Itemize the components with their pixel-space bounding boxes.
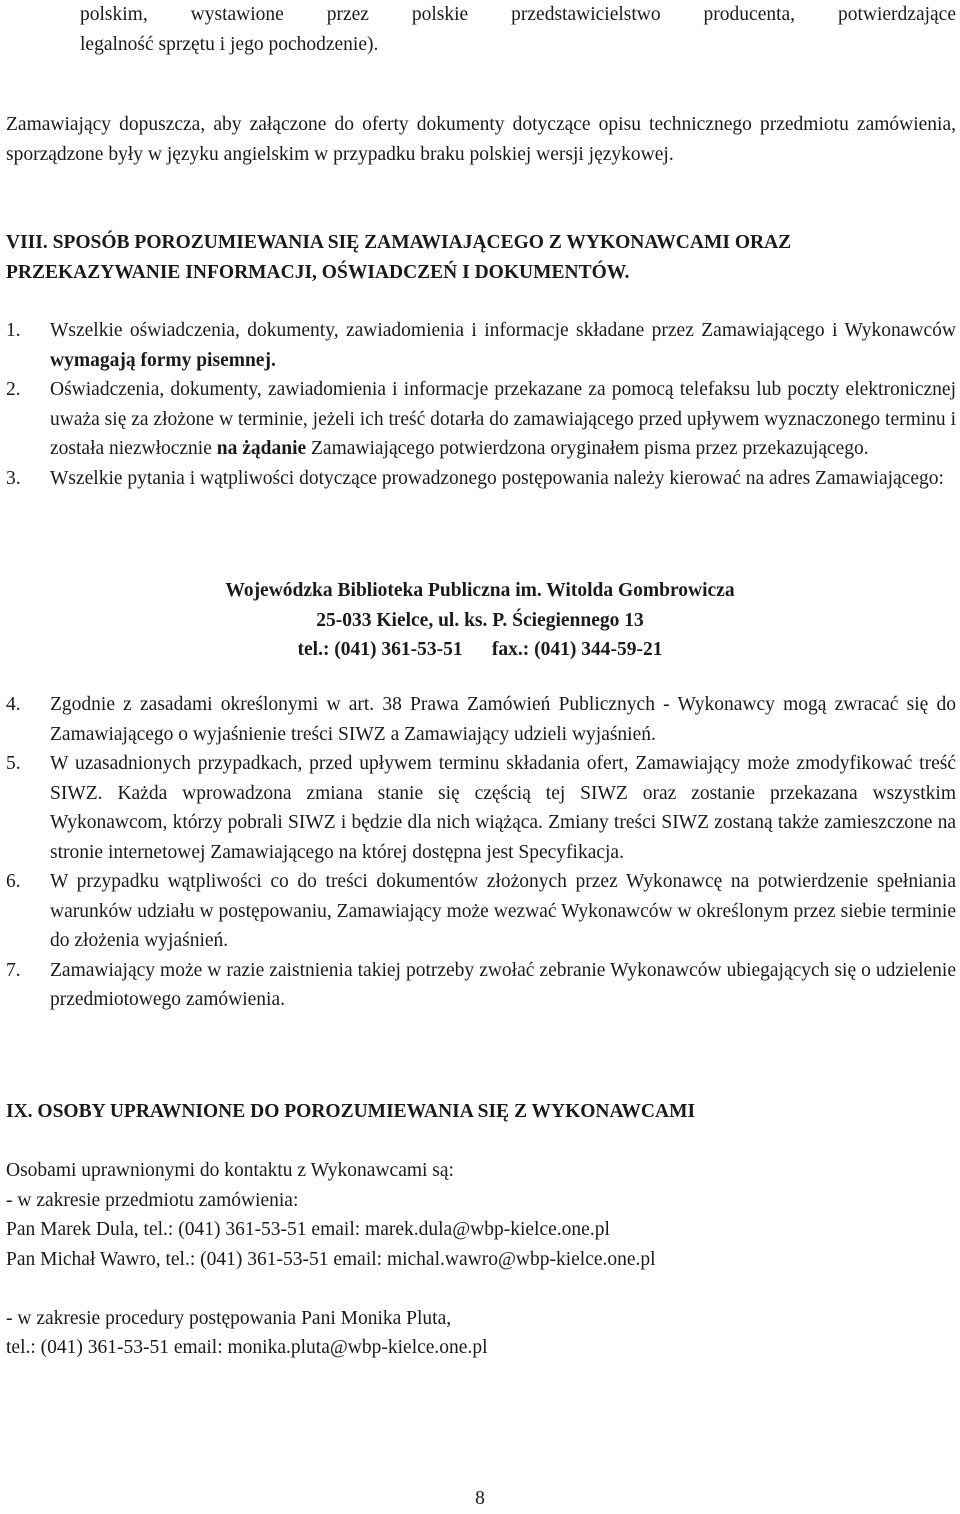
intro-continuation [6, 0, 956, 59]
item-text: Wszelkie oświadczenia, dokumenty, zawiadomienia i informacje składane przez Zamawiającego i Wykonawców [50, 320, 956, 341]
item-number: 6. [6, 871, 21, 892]
address-street: 25-033 Kielce, ul. ks. P. Ściegiennego 13 [316, 609, 644, 631]
scope-subject: - w zakresie przedmiotu zamówienia: [6, 1189, 299, 1211]
item-text: Zamawiającego potwierdzona oryginałem pisma przez przekazującego. [306, 438, 869, 459]
section-8-list-b [6, 690, 956, 1015]
item-text: Wszelkie pytania i wątpliwości dotyczące prowadzonego postępowania należy kierować na adres Zamawiającego: [50, 467, 944, 489]
item-number: 7. [6, 959, 21, 981]
address-phones: tel.: (041) 361-53-51 fax.: (041) 344-59-21 [297, 639, 663, 660]
item-number: 1. [6, 320, 21, 341]
language-paragraph: Zamawiający dopuszcza, aby załączone do oferty dokumenty dotyczące opisu technicznego przedmiotu zamówienia, sporządzone były w języku angielskim w przypadku braku polskiej wersji językowej. [6, 114, 956, 165]
page-number: 8 [475, 1488, 485, 1509]
list-item [6, 956, 956, 1015]
item-number: 4. [6, 694, 21, 715]
item-number: 3. [6, 467, 21, 489]
list-item [6, 867, 956, 956]
scope-procedure: - w zakresie procedury postępowania Pani Monika Pluta, [6, 1307, 452, 1329]
contacts-intro: Osobami uprawnionymi do kontaktu z Wykonawcami są: [6, 1160, 454, 1181]
item-text: W przypadku wątpliwości co do treści dokumentów złożonych przez Wykonawcę na potwierdzenie spełniania warunków udziału w postępowaniu, Zamawiający może wezwać Wykonawców w określonym przez siebie terminie do złożenia wyjaśnień. [50, 871, 956, 951]
section-8-heading: VIII. SPOSÓB POROZUMIEWANIA SIĘ ZAMAWIAJĄCEGO Z WYKONAWCAMI ORAZ PRZEKAZYWANIE INFORMACJI, OŚWIADCZEŃ I DOKUMENTÓW. [6, 232, 792, 283]
item-text: W uzasadnionych przypadkach, przed upływem terminu składania ofert, Zamawiający może zmodyfikować treść SIWZ. Każda wprowadzona zmiana stanie się częścią tej SIWZ oraz zostanie przekazana wszystkim Wykonawcom, którzy pobrali SIWZ i będzie dla nich wiążąca. Zmiany treści SIWZ zostaną także zamieszczone na stronie internetowej Zamawiającego na której dostępna jest Specyfikacja. [50, 753, 956, 863]
address-name: Wojewódzka Biblioteka Publiczna im. Witolda Gombrowicza [225, 580, 735, 601]
item-number: 5. [6, 753, 21, 774]
authorized-persons [6, 1156, 956, 1363]
contracting-authority-address [0, 576, 960, 665]
contact-person-3: tel.: (041) 361-53-51 email: monika.pluta@wbp-kielce.one.pl [6, 1337, 488, 1358]
section-8-list-a [6, 316, 956, 493]
contact-person-1: Pan Marek Dula, tel.: (041) 361-53-51 email: marek.dula@wbp-kielce.one.pl [6, 1219, 610, 1240]
item-bold-text: wymagają formy pisemnej. [50, 349, 276, 371]
intro-line-1: polskim, wystawione przez polskie przedstawicielstwo producenta, potwierdzające [80, 4, 956, 25]
intro-line-2: legalność sprzętu i jego pochodzenie). [80, 33, 379, 55]
item-number: 2. [6, 379, 21, 400]
spacer [6, 1274, 956, 1304]
list-item [6, 316, 956, 375]
list-item [6, 690, 956, 749]
item-text: Oświadczenia, dokumenty, zawiadomienia i informacje przekazane za pomocą telefaksu lub poczty elektronicznej uważa się za złożone w terminie, jeżeli ich treść dotarła do zamawiającego przed upływem wyznaczonego terminu i została niezwłocznie [50, 379, 956, 459]
section-9-heading: IX. OSOBY UPRAWNIONE DO POROZUMIEWANIA SIĘ Z WYKONAWCAMI [6, 1101, 696, 1122]
list-item [6, 375, 956, 464]
list-item [6, 749, 956, 867]
item-text: Zgodnie z zasadami określonymi w art. 38 Prawa Zamówień Publicznych - Wykonawcy mogą zwracać się do Zamawiającego o wyjaśnienie treści SIWZ a Zamawiający udzieli wyjaśnień. [50, 694, 956, 745]
item-bold-text: na żądanie [216, 438, 307, 459]
list-item [6, 464, 956, 494]
item-text: Zamawiający może w razie zaistnienia takiej potrzeby zwołać zebranie Wykonawców ubiegających się o udzielenie przedmiotowego zamówienia. [50, 959, 956, 1010]
contact-person-2: Pan Michał Wawro, tel.: (041) 361-53-51 email: michal.wawro@wbp-kielce.one.pl [6, 1248, 656, 1270]
